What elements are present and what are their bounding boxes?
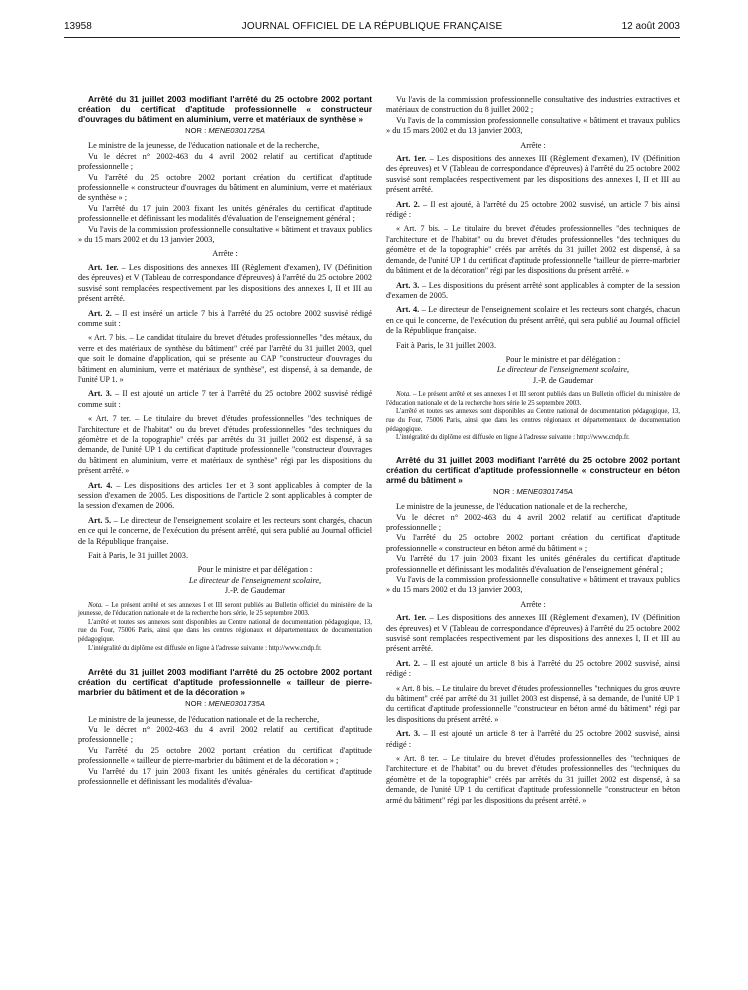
article-quote: « Art. 8 ter. – Le titulaire du brevet d'études professionnelles des "techniques de l'architecture et de l'habitat" ou du brevet d'études professionnelles des "techniques du géomètre et de la topographie" créés par arrêtés du 31 juillet 2002 est dispensé, à sa demande, de l'unité UP 1 du certificat d'aptitude professionnelle "constructeur en béton armé du bâtiment" régi par les dispositions du présent arrêté. » — [386, 754, 680, 805]
article-quote: « Art. 8 bis. – Le titulaire du brevet d'études professionnelles "techniques du gros œuvre du bâtiment" créé par arrêté du 31 juillet 2003 est dispensé, à sa demande, de l'unité UP 1 du certificat d'aptitude professionnelle "constructeur en béton armé du bâtiment" régi par les dispositions du présent arrêté. » — [386, 683, 680, 724]
preamble-minister: Le ministre de la jeunesse, de l'éducation nationale et de la recherche, — [88, 714, 320, 724]
nota-label: Nota. — [88, 601, 103, 609]
availability-note: L'arrêté et toutes ses annexes sont disponibles au Centre national de documentation pédagogique, 13, rue du Four, 75006 Paris, ainsi que dans les centres régionaux et départementaux de documentation pédagogique. — [78, 618, 372, 644]
decree-section-3 — [386, 455, 680, 806]
arrete-heading: Arrête : — [520, 140, 546, 150]
page-header — [64, 21, 680, 35]
nor-code: MENE0301725A — [208, 126, 265, 135]
nota-text: – Le présent arrêté et ses annexes I et III seront publiés au Bulletin officiel du ministère de la jeunesse, de l'éducation nationale et de la recherche hors série, le 25 septembre 2003. — [78, 601, 372, 618]
decree-section-1 — [78, 94, 372, 653]
preamble-visa: Vu le décret n° 2002-463 du 4 avril 2002 relatif au certificat d'aptitude professionnelle ; — [78, 725, 372, 745]
preamble-visa: Vu l'avis de la commission professionnelle consultative « bâtiment et travaux publics » du 15 mars 2002 et du 13 janvier 2003, — [386, 574, 680, 595]
article-text: – Il est ajouté un article 7 ter à l'arrêté du 25 octobre 2002 susvisé rédigé comme suit : — [78, 389, 372, 409]
signature-title: Le directeur de l'enseignement scolaire, — [188, 575, 322, 585]
preamble-visa: Vu le décret n° 2002-463 du 4 avril 2002 relatif au certificat d'aptitude professionnelle ; — [386, 512, 680, 532]
article: Art. 4. – Le directeur de l'enseignement scolaire et les recteurs sont chargés, chacun en ce qui le concerne, de l'exécution du présent arrêté, qui sera publié au Journal officiel de la République française. — [386, 305, 680, 336]
availability-note: L'arrêté et toutes ses annexes sont disponibles au Centre national de documentation pédagogique, 13, rue du Four, 75006 Paris, ainsi que dans les centres régionaux et départementaux de documentation pédagogique. — [386, 408, 680, 433]
article-quote: « Art. 7 ter. – Le titulaire du brevet d'études professionnelles "des techniques de l'architecture et de l'habitat" ou du brevet d'études professionnelles "des techniques du géomètre et de la topographie" créés par arrêtés du 31 juillet 2002 est dispensé, à sa demande, de l'unité UP 1 du certificat d'aptitude professionnelle "constructeur d'ouvrages du bâtiment en aluminium, verre et matériaux de synthèse" régi par les dispositions du présent arrêté. » — [78, 414, 372, 476]
article — [78, 263, 372, 305]
preamble-minister: Le ministre de la jeunesse, de l'éducation nationale et de la recherche, — [88, 141, 320, 151]
preamble-visa: Vu l'avis de la commission professionnelle consultative « bâtiment et travaux publics » du 15 mars 2002 et du 13 janvier 2003, — [386, 115, 680, 136]
decree-title: Arrêté du 31 juillet 2003 modifiant l'arrêté du 25 octobre 2002 portant création du certificat d'aptitude professionnelle « constructeur d'ouvrages du bâtiment en aluminium, verre et matériaux de synthèse » — [78, 94, 372, 124]
decree-section-2-continued — [386, 95, 680, 443]
signature-delegation: Pour le ministre et par délégation : — [197, 565, 313, 575]
article: Art. 2. – Il est ajouté, à l'arrêté du 25 octobre 2002 susvisé, un article 7 bis ainsi rédigé : — [386, 199, 681, 220]
article-quote: « Art. 7 bis. – Le candidat titulaire du brevet d'études professionnelles "des métaux, du verre et des matériaux de synthèse du bâtiment" créé par l'arrêté du 31 juillet 2003, quel que soit le domaine d'application, qui se présente au CAP "constructeur d'ouvrages du bâtiment en aluminium, verre et matériaux de synthèse", est dispensé, à sa demande, de l'unité UP 1. » — [78, 333, 372, 384]
preamble-visa: Vu l'arrêté du 17 juin 2003 fixant les unités générales du certificat d'aptitude professionnelle et définissant les modalités d'évaluation de l'enseignement général ; — [78, 203, 372, 224]
article — [78, 389, 372, 410]
issue-date: 12 août 2003 — [621, 21, 680, 32]
nor-code: MENE0301735A — [208, 699, 265, 709]
place-date: Fait à Paris, le 31 juillet 2003. — [88, 551, 189, 561]
place-date: Fait à Paris, le 31 juillet 2003. — [396, 340, 497, 350]
nor-code: MENE0301745A — [516, 486, 573, 496]
article-label: Art. 3. — [88, 389, 112, 399]
preamble-visa: Vu l'avis de la commission professionnelle consultative « bâtiment et travaux publics » du 15 mars 2002 et du 13 janvier 2003, — [78, 224, 372, 245]
arrete-heading: Arrête : — [520, 599, 546, 609]
article — [78, 516, 372, 547]
decree-title: Arrêté du 31 juillet 2003 modifiant l'arrêté du 25 octobre 2002 portant création du certificat d'aptitude professionnelle « tailleur de pierre-marbrier du bâtiment et de la décoration » — [78, 667, 372, 698]
online-note: L'intégralité du diplôme est diffusée en ligne à l'adresse suivante : http://www.cndp.fr. — [88, 644, 322, 652]
article-text: – Il est inséré un article 7 bis à l'arrêté du 25 octobre 2002 susvisé rédigé comme suit : — [78, 308, 372, 328]
left-column — [78, 94, 372, 787]
preamble-visa: Vu l'arrêté du 25 octobre 2002 portant création du certificat d'aptitude professionnelle « constructeur en béton armé du bâtiment » ; — [386, 533, 680, 553]
article: Art. 1er. – Les dispositions des annexes III (Règlement d'examen), IV (Définition des épreuves) et V (Tableau de correspondance d'épreuves) à l'arrêté du 25 octobre 2002 susvisé sont remplacées respectivement par les dispositions des annexes I, II et III au présent arrêté. — [386, 613, 680, 654]
right-column — [386, 95, 680, 806]
nor-reference: NOR : MENE0301735A — [185, 699, 265, 709]
article — [78, 309, 372, 330]
arrete-heading: Arrête : — [212, 249, 238, 259]
signature-title: Le directeur de l'enseignement scolaire, — [496, 365, 630, 375]
decree-section-2 — [78, 667, 372, 787]
nor-reference: NOR : MENE0301745A — [493, 486, 573, 496]
preamble-visa: Vu l'arrêté du 17 juin 2003 fixant les unités générales du certificat d'aptitude professionnelle et définissant les modalités d'évalua- — [78, 766, 372, 787]
article-text: – Les dispositions des articles 1er et 3 sont applicables à compter de la session d'examen de 2005. Les dispositions de l'article 2 sont applicables à compter de la session d'examen de 2006. — [78, 480, 372, 511]
preamble-visa: Vu l'arrêté du 25 octobre 2002 portant création du certificat d'aptitude professionnelle « tailleur de pierre-marbrier du bâtiment et de la décoration » ; — [78, 745, 372, 766]
preamble-visa: Vu l'avis de la commission professionnelle consultative des industries extractives et matériaux de construction du 8 juillet 2002 ; — [386, 95, 680, 115]
preamble-visa: Vu l'arrêté du 25 octobre 2002 portant création du certificat d'aptitude professionnelle « constructeur d'ouvrages du bâtiment en aluminium, verre et matériaux de synthèse » ; — [78, 172, 372, 203]
article: Art. 3. – Les dispositions du présent arrêté sont applicables à compter de la session d'examen de 2005. — [386, 280, 681, 300]
article-label: Art. 1er. — [88, 262, 119, 272]
publication-note: Nota. – Le présent arrêté et ses annexes I et III seront publiés dans un Bulletin officiel du ministère de l'éducation nationale et de la recherche hors série le 25 septembre 2003. L'arrêté et toutes ses annexes sont disponibles au Centre national de documentation pédagogique, 13, rue du Four, 75006 Paris, ainsi que dans les centres régionaux et départementaux de documentation pédagogique. L'intégralité du diplôme est diffusée en ligne à l'adresse suivante : http://www.cndp.fr. — [386, 391, 680, 442]
article-label: Art. 2. — [88, 308, 112, 318]
article-quote: « Art. 7 bis. – Le titulaire du brevet d'études professionnelles "des techniques de l'architecture et de l'habitat" ou du brevet d'études professionnelles "des techniques du géomètre et de la topographie" créés par arrêtés du 31 juillet 2002 est dispensé, à sa demande, de l'unité UP 1 du certificat d'aptitude professionnelle "tailleur de pierre-marbrier du bâtiment et de la décoration" régi par les dispositions du présent arrêté. » — [386, 224, 680, 276]
article-label: Art. 4. — [88, 480, 113, 490]
signature-delegation: Pour le ministre et par délégation : — [505, 354, 621, 364]
page-number: 13958 — [64, 21, 92, 32]
article: Art. 2. – Il est ajouté un article 8 bis à l'arrêté du 25 octobre 2002 susvisé, ainsi rédigé : — [386, 658, 681, 679]
signature-name: J.-P. de Gaudemar — [224, 586, 286, 596]
publication-note — [78, 602, 372, 654]
article-label: Art. 5. — [88, 515, 112, 525]
preamble-visa: Vu l'arrêté du 17 juin 2003 fixant les unités générales du certificat d'aptitude professionnelle et définissant les modalités d'évaluation de l'enseignement général ; — [386, 554, 680, 574]
header-rule — [64, 37, 680, 38]
article — [78, 481, 372, 512]
article: Art. 1er. – Les dispositions des annexes III (Règlement d'examen), IV (Définition des épreuves) et V (Tableau de correspondance d'épreuves) à l'arrêté du 25 octobre 2002 susvisé sont remplacées respectivement par les dispositions des annexes I, II et III au présent arrêté. — [386, 154, 680, 195]
article-text: – Le directeur de l'enseignement scolaire et les recteurs sont chargés, chacun en ce qui le concerne, de l'exécution du présent arrêté, qui sera publié au Journal officiel de la République française. — [78, 515, 372, 546]
preamble-visa: Vu le décret n° 2002-463 du 4 avril 2002 relatif au certificat d'aptitude professionnelle ; — [78, 151, 372, 172]
online-note: L'intégralité du diplôme est diffusée en ligne à l'adresse suivante : http://www.cndp.fr. — [396, 434, 630, 442]
signature-name: J.-P. de Gaudemar — [532, 375, 594, 385]
decree-title: Arrêté du 31 juillet 2003 modifiant l'arrêté du 25 octobre 2002 portant création du certificat d'aptitude professionnelle « constructeur en béton armé du bâtiment » — [386, 454, 680, 485]
journal-title: JOURNAL OFFICIEL DE LA RÉPUBLIQUE FRANÇAISE — [241, 21, 503, 32]
nor-reference — [78, 126, 372, 136]
article-text: – Les dispositions des annexes III (Règlement d'examen), IV (Définition des épreuves) et V (Tableau de correspondance d'épreuves) à l'arrêté du 25 octobre 2002 susvisé sont remplacées respectivement par les dispositions des annexes I, II et III au présent arrêté. — [78, 262, 372, 304]
preamble-minister: Le ministre de la jeunesse, de l'éducation nationale et de la recherche, — [396, 502, 628, 512]
nor-label: NOR : — [185, 126, 209, 135]
article: Art. 3. – Il est ajouté un article 8 ter à l'arrêté du 25 octobre 2002 susvisé, ainsi rédigé : — [386, 729, 680, 749]
